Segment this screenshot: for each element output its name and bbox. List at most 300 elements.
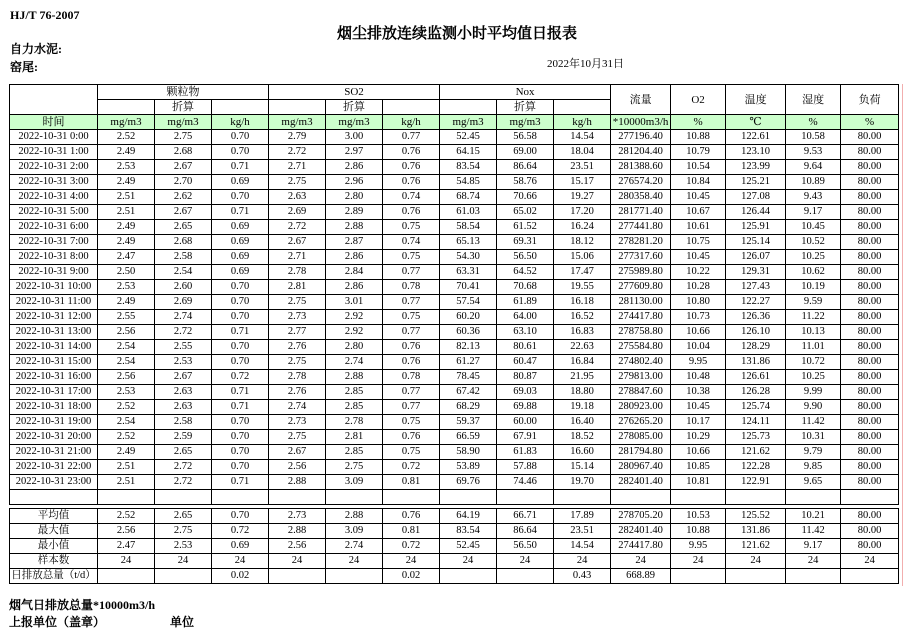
unit-cell: mg/m3 bbox=[269, 115, 326, 130]
summary-value-cell: 0.02 bbox=[212, 569, 269, 584]
value-cell: 0.69 bbox=[212, 175, 269, 190]
empty-cell bbox=[326, 490, 383, 505]
value-cell: 0.76 bbox=[383, 175, 440, 190]
value-cell: 10.45 bbox=[671, 250, 726, 265]
value-cell: 2.96 bbox=[326, 175, 383, 190]
value-cell: 2.75 bbox=[326, 460, 383, 475]
value-cell: 58.90 bbox=[440, 445, 497, 460]
value-cell: 277196.40 bbox=[611, 130, 671, 145]
value-cell: 19.18 bbox=[554, 400, 611, 415]
value-cell: 18.80 bbox=[554, 385, 611, 400]
summary-value-cell bbox=[786, 569, 841, 584]
value-cell: 127.08 bbox=[726, 190, 786, 205]
summary-value-cell: 131.86 bbox=[726, 524, 786, 539]
summary-value-cell: 0.81 bbox=[383, 524, 440, 539]
value-cell: 122.91 bbox=[726, 475, 786, 490]
table-row bbox=[10, 385, 899, 400]
value-cell: 0.70 bbox=[212, 460, 269, 475]
value-cell: 9.53 bbox=[786, 145, 841, 160]
value-cell: 63.10 bbox=[497, 325, 554, 340]
value-cell: 18.04 bbox=[554, 145, 611, 160]
value-cell: 2.60 bbox=[155, 280, 212, 295]
value-cell: 70.68 bbox=[497, 280, 554, 295]
col-load: 负荷 bbox=[841, 85, 899, 115]
value-cell: 2.79 bbox=[269, 130, 326, 145]
value-cell: 0.71 bbox=[212, 475, 269, 490]
summary-row bbox=[10, 539, 899, 554]
value-cell: 80.00 bbox=[841, 445, 899, 460]
value-cell: 80.00 bbox=[841, 130, 899, 145]
value-cell: 10.62 bbox=[786, 265, 841, 280]
value-cell: 2.67 bbox=[155, 205, 212, 220]
unit-cell: *10000m3/h bbox=[611, 115, 671, 130]
value-cell: 9.85 bbox=[786, 460, 841, 475]
value-cell: 0.70 bbox=[212, 145, 269, 160]
summary-label: 平均值 bbox=[10, 509, 98, 524]
value-cell: 278758.80 bbox=[611, 325, 671, 340]
value-cell: 123.10 bbox=[726, 145, 786, 160]
summary-value-cell: 668.89 bbox=[611, 569, 671, 584]
summary-row bbox=[10, 524, 899, 539]
value-cell: 16.52 bbox=[554, 310, 611, 325]
value-cell: 281130.00 bbox=[611, 295, 671, 310]
summary-value-cell: 9.17 bbox=[786, 539, 841, 554]
pm-sub-blank bbox=[98, 100, 155, 115]
value-cell: 2.68 bbox=[155, 145, 212, 160]
table-row bbox=[10, 295, 899, 310]
value-cell: 61.83 bbox=[497, 445, 554, 460]
value-cell: 2.75 bbox=[269, 295, 326, 310]
empty-cell bbox=[383, 490, 440, 505]
value-cell: 69.88 bbox=[497, 400, 554, 415]
so2-sub-blank2 bbox=[383, 100, 440, 115]
summary-value-cell: 2.88 bbox=[269, 524, 326, 539]
empty-cell bbox=[98, 490, 155, 505]
value-cell: 280923.00 bbox=[611, 400, 671, 415]
table-row bbox=[10, 220, 899, 235]
value-cell: 53.89 bbox=[440, 460, 497, 475]
value-cell: 0.70 bbox=[212, 280, 269, 295]
value-cell: 2.53 bbox=[98, 385, 155, 400]
summary-value-cell: 0.76 bbox=[383, 509, 440, 524]
value-cell: 0.77 bbox=[383, 130, 440, 145]
value-cell: 123.99 bbox=[726, 160, 786, 175]
table-row bbox=[10, 310, 899, 325]
time-cell: 2022-10-31 13:00 bbox=[10, 325, 98, 340]
table-row bbox=[10, 250, 899, 265]
nox-converted-label: 折算 bbox=[497, 100, 554, 115]
unit-cell: mg/m3 bbox=[497, 115, 554, 130]
value-cell: 23.51 bbox=[554, 160, 611, 175]
summary-value-cell: 24 bbox=[554, 554, 611, 569]
value-cell: 15.14 bbox=[554, 460, 611, 475]
value-cell: 10.79 bbox=[671, 145, 726, 160]
table-row bbox=[10, 370, 899, 385]
empty-cell bbox=[726, 490, 786, 505]
col-flow: 流量 bbox=[611, 85, 671, 115]
time-cell: 2022-10-31 21:00 bbox=[10, 445, 98, 460]
time-cell: 2022-10-31 19:00 bbox=[10, 415, 98, 430]
value-cell: 56.50 bbox=[497, 250, 554, 265]
value-cell: 280967.40 bbox=[611, 460, 671, 475]
value-cell: 275989.80 bbox=[611, 265, 671, 280]
value-cell: 10.25 bbox=[786, 250, 841, 265]
unit-cell: % bbox=[671, 115, 726, 130]
col-humidity: 湿度 bbox=[786, 85, 841, 115]
unit-cell: kg/h bbox=[383, 115, 440, 130]
value-cell: 126.10 bbox=[726, 325, 786, 340]
value-cell: 10.80 bbox=[671, 295, 726, 310]
value-cell: 2.85 bbox=[326, 400, 383, 415]
summary-value-cell: 2.75 bbox=[155, 524, 212, 539]
summary-value-cell: 24 bbox=[671, 554, 726, 569]
value-cell: 58.76 bbox=[497, 175, 554, 190]
time-cell: 2022-10-31 5:00 bbox=[10, 205, 98, 220]
value-cell: 9.99 bbox=[786, 385, 841, 400]
value-cell: 2.49 bbox=[98, 220, 155, 235]
value-cell: 70.41 bbox=[440, 280, 497, 295]
empty-cell bbox=[786, 490, 841, 505]
table-row bbox=[10, 340, 899, 355]
value-cell: 2.92 bbox=[326, 310, 383, 325]
unit-cell: mg/m3 bbox=[326, 115, 383, 130]
value-cell: 125.74 bbox=[726, 400, 786, 415]
value-cell: 0.78 bbox=[383, 370, 440, 385]
value-cell: 67.91 bbox=[497, 430, 554, 445]
summary-value-cell: 80.00 bbox=[841, 539, 899, 554]
time-cell: 2022-10-31 0:00 bbox=[10, 130, 98, 145]
value-cell: 16.84 bbox=[554, 355, 611, 370]
table-row bbox=[10, 145, 899, 160]
value-cell: 0.75 bbox=[383, 250, 440, 265]
header-row-units bbox=[10, 115, 899, 130]
time-cell: 2022-10-31 12:00 bbox=[10, 310, 98, 325]
value-cell: 54.85 bbox=[440, 175, 497, 190]
summary-value-cell: 24 bbox=[98, 554, 155, 569]
value-cell: 10.38 bbox=[671, 385, 726, 400]
value-cell: 80.00 bbox=[841, 220, 899, 235]
value-cell: 80.00 bbox=[841, 325, 899, 340]
value-cell: 83.54 bbox=[440, 160, 497, 175]
summary-value-cell: 17.89 bbox=[554, 509, 611, 524]
summary-value-cell: 80.00 bbox=[841, 524, 899, 539]
value-cell: 10.52 bbox=[786, 235, 841, 250]
value-cell: 67.42 bbox=[440, 385, 497, 400]
value-cell: 2.50 bbox=[98, 265, 155, 280]
pm-converted-label: 折算 bbox=[155, 100, 212, 115]
value-cell: 10.13 bbox=[786, 325, 841, 340]
unit-cell: % bbox=[841, 115, 899, 130]
value-cell: 280358.40 bbox=[611, 190, 671, 205]
value-cell: 126.07 bbox=[726, 250, 786, 265]
value-cell: 0.77 bbox=[383, 400, 440, 415]
value-cell: 80.00 bbox=[841, 460, 899, 475]
time-cell: 2022-10-31 11:00 bbox=[10, 295, 98, 310]
value-cell: 2.67 bbox=[269, 235, 326, 250]
value-cell: 11.22 bbox=[786, 310, 841, 325]
value-cell: 54.30 bbox=[440, 250, 497, 265]
summary-value-cell: 2.52 bbox=[98, 509, 155, 524]
value-cell: 2.67 bbox=[269, 445, 326, 460]
value-cell: 2.54 bbox=[98, 355, 155, 370]
value-cell: 2.76 bbox=[269, 385, 326, 400]
value-cell: 80.00 bbox=[841, 235, 899, 250]
summary-value-cell: 282401.40 bbox=[611, 524, 671, 539]
value-cell: 9.43 bbox=[786, 190, 841, 205]
value-cell: 2.85 bbox=[326, 385, 383, 400]
value-cell: 69.03 bbox=[497, 385, 554, 400]
value-cell: 80.00 bbox=[841, 145, 899, 160]
table-row bbox=[10, 205, 899, 220]
value-cell: 2.67 bbox=[155, 160, 212, 175]
time-cell: 2022-10-31 7:00 bbox=[10, 235, 98, 250]
summary-value-cell bbox=[497, 569, 554, 584]
summary-value-cell: 2.56 bbox=[269, 539, 326, 554]
value-cell: 2.49 bbox=[98, 295, 155, 310]
time-cell: 2022-10-31 18:00 bbox=[10, 400, 98, 415]
value-cell: 2.74 bbox=[155, 310, 212, 325]
value-cell: 2.63 bbox=[155, 400, 212, 415]
value-cell: 2.69 bbox=[269, 205, 326, 220]
summary-value-cell: 2.47 bbox=[98, 539, 155, 554]
value-cell: 9.17 bbox=[786, 205, 841, 220]
value-cell: 80.00 bbox=[841, 310, 899, 325]
value-cell: 19.70 bbox=[554, 475, 611, 490]
value-cell: 2.89 bbox=[326, 205, 383, 220]
value-cell: 2.86 bbox=[326, 250, 383, 265]
summary-value-cell: 2.88 bbox=[326, 509, 383, 524]
value-cell: 2.49 bbox=[98, 145, 155, 160]
value-cell: 0.70 bbox=[212, 295, 269, 310]
summary-value-cell: 24 bbox=[155, 554, 212, 569]
value-cell: 2.51 bbox=[98, 190, 155, 205]
summary-value-cell: 52.45 bbox=[440, 539, 497, 554]
table-row bbox=[10, 460, 899, 475]
value-cell: 279813.00 bbox=[611, 370, 671, 385]
time-cell: 2022-10-31 3:00 bbox=[10, 175, 98, 190]
value-cell: 10.58 bbox=[786, 130, 841, 145]
col-o2: O2 bbox=[671, 85, 726, 115]
value-cell: 126.44 bbox=[726, 205, 786, 220]
value-cell: 80.00 bbox=[841, 295, 899, 310]
value-cell: 0.72 bbox=[383, 460, 440, 475]
value-cell: 80.00 bbox=[841, 205, 899, 220]
empty-cell bbox=[10, 490, 98, 505]
value-cell: 16.24 bbox=[554, 220, 611, 235]
value-cell: 57.88 bbox=[497, 460, 554, 475]
value-cell: 122.27 bbox=[726, 295, 786, 310]
value-cell: 0.70 bbox=[212, 415, 269, 430]
value-cell: 10.85 bbox=[671, 460, 726, 475]
table-row bbox=[10, 325, 899, 340]
empty-cell bbox=[155, 490, 212, 505]
value-cell: 10.66 bbox=[671, 325, 726, 340]
value-cell: 10.29 bbox=[671, 430, 726, 445]
value-cell: 127.43 bbox=[726, 280, 786, 295]
standard-code: HJ/T 76-2007 bbox=[10, 8, 80, 22]
value-cell: 2.52 bbox=[98, 400, 155, 415]
value-cell: 0.70 bbox=[212, 430, 269, 445]
summary-value-cell: 0.02 bbox=[383, 569, 440, 584]
time-cell: 2022-10-31 15:00 bbox=[10, 355, 98, 370]
value-cell: 64.15 bbox=[440, 145, 497, 160]
summary-label: 日排放总量（t/d） bbox=[10, 569, 98, 584]
table-row bbox=[10, 415, 899, 430]
reporting-unit-label: 上报单位（盖章） bbox=[9, 615, 106, 629]
summary-value-cell: 0.70 bbox=[212, 509, 269, 524]
value-cell: 278085.00 bbox=[611, 430, 671, 445]
value-cell: 2.78 bbox=[326, 415, 383, 430]
value-cell: 68.74 bbox=[440, 190, 497, 205]
value-cell: 2.78 bbox=[269, 370, 326, 385]
value-cell: 16.83 bbox=[554, 325, 611, 340]
value-cell: 2.49 bbox=[98, 175, 155, 190]
empty-cell bbox=[269, 490, 326, 505]
summary-value-cell: 14.54 bbox=[554, 539, 611, 554]
value-cell: 0.75 bbox=[383, 415, 440, 430]
value-cell: 2.81 bbox=[269, 280, 326, 295]
value-cell: 2.72 bbox=[269, 220, 326, 235]
summary-value-cell: 24 bbox=[786, 554, 841, 569]
value-cell: 125.14 bbox=[726, 235, 786, 250]
value-cell: 2.76 bbox=[269, 340, 326, 355]
value-cell: 19.55 bbox=[554, 280, 611, 295]
value-cell: 10.28 bbox=[671, 280, 726, 295]
value-cell: 86.64 bbox=[497, 160, 554, 175]
empty-cell bbox=[841, 490, 899, 505]
nox-sub-blank2 bbox=[554, 100, 611, 115]
value-cell: 2.51 bbox=[98, 475, 155, 490]
value-cell: 10.04 bbox=[671, 340, 726, 355]
value-cell: 0.70 bbox=[212, 190, 269, 205]
table-row bbox=[10, 475, 899, 490]
value-cell: 2.52 bbox=[98, 130, 155, 145]
value-cell: 0.71 bbox=[212, 325, 269, 340]
time-cell: 2022-10-31 22:00 bbox=[10, 460, 98, 475]
value-cell: 64.52 bbox=[497, 265, 554, 280]
value-cell: 2.74 bbox=[326, 355, 383, 370]
summary-value-cell bbox=[841, 569, 899, 584]
value-cell: 2.81 bbox=[326, 430, 383, 445]
value-cell: 2.78 bbox=[269, 265, 326, 280]
value-cell: 2.47 bbox=[98, 250, 155, 265]
value-cell: 2.72 bbox=[269, 145, 326, 160]
value-cell: 74.46 bbox=[497, 475, 554, 490]
value-cell: 2.69 bbox=[155, 295, 212, 310]
value-cell: 80.00 bbox=[841, 280, 899, 295]
summary-value-cell: 23.51 bbox=[554, 524, 611, 539]
value-cell: 0.77 bbox=[383, 265, 440, 280]
value-cell: 10.54 bbox=[671, 160, 726, 175]
value-cell: 0.77 bbox=[383, 325, 440, 340]
value-cell: 0.75 bbox=[383, 310, 440, 325]
time-cell: 2022-10-31 16:00 bbox=[10, 370, 98, 385]
summary-value-cell: 24 bbox=[497, 554, 554, 569]
unit-cell: mg/m3 bbox=[440, 115, 497, 130]
value-cell: 80.00 bbox=[841, 400, 899, 415]
value-cell: 57.54 bbox=[440, 295, 497, 310]
table-row bbox=[10, 235, 899, 250]
value-cell: 70.66 bbox=[497, 190, 554, 205]
value-cell: 131.86 bbox=[726, 355, 786, 370]
summary-label: 最大值 bbox=[10, 524, 98, 539]
value-cell: 2.85 bbox=[326, 445, 383, 460]
table-row bbox=[10, 130, 899, 145]
value-cell: 19.27 bbox=[554, 190, 611, 205]
time-cell: 2022-10-31 20:00 bbox=[10, 430, 98, 445]
value-cell: 80.00 bbox=[841, 385, 899, 400]
value-cell: 2.87 bbox=[326, 235, 383, 250]
value-cell: 80.87 bbox=[497, 370, 554, 385]
value-cell: 129.31 bbox=[726, 265, 786, 280]
col-temperature: 温度 bbox=[726, 85, 786, 115]
value-cell: 9.79 bbox=[786, 445, 841, 460]
value-cell: 10.45 bbox=[671, 400, 726, 415]
value-cell: 3.09 bbox=[326, 475, 383, 490]
value-cell: 64.00 bbox=[497, 310, 554, 325]
value-cell: 3.00 bbox=[326, 130, 383, 145]
value-cell: 60.36 bbox=[440, 325, 497, 340]
value-cell: 276265.20 bbox=[611, 415, 671, 430]
value-cell: 80.00 bbox=[841, 190, 899, 205]
value-cell: 80.00 bbox=[841, 175, 899, 190]
value-cell: 2.58 bbox=[155, 250, 212, 265]
value-cell: 2.56 bbox=[98, 325, 155, 340]
value-cell: 10.45 bbox=[786, 220, 841, 235]
value-cell: 0.76 bbox=[383, 355, 440, 370]
value-cell: 11.01 bbox=[786, 340, 841, 355]
value-cell: 82.13 bbox=[440, 340, 497, 355]
nox-sub-blank bbox=[440, 100, 497, 115]
summary-value-cell: 10.53 bbox=[671, 509, 726, 524]
value-cell: 2.63 bbox=[155, 385, 212, 400]
value-cell: 61.89 bbox=[497, 295, 554, 310]
value-cell: 15.06 bbox=[554, 250, 611, 265]
monitoring-table bbox=[9, 84, 899, 584]
summary-value-cell: 278705.20 bbox=[611, 509, 671, 524]
value-cell: 2.75 bbox=[155, 130, 212, 145]
value-cell: 80.00 bbox=[841, 415, 899, 430]
time-cell: 2022-10-31 10:00 bbox=[10, 280, 98, 295]
empty-cell bbox=[554, 490, 611, 505]
value-cell: 0.70 bbox=[212, 310, 269, 325]
table-row bbox=[10, 445, 899, 460]
value-cell: 274802.40 bbox=[611, 355, 671, 370]
value-cell: 276574.20 bbox=[611, 175, 671, 190]
value-cell: 2.54 bbox=[155, 265, 212, 280]
empty-cell bbox=[497, 490, 554, 505]
unit-cell: mg/m3 bbox=[98, 115, 155, 130]
value-cell: 0.78 bbox=[383, 280, 440, 295]
table-row bbox=[10, 175, 899, 190]
value-cell: 2.56 bbox=[98, 370, 155, 385]
summary-value-cell: 2.74 bbox=[326, 539, 383, 554]
value-cell: 2.75 bbox=[269, 175, 326, 190]
summary-value-cell: 125.52 bbox=[726, 509, 786, 524]
value-cell: 60.47 bbox=[497, 355, 554, 370]
value-cell: 2.49 bbox=[98, 445, 155, 460]
value-cell: 126.36 bbox=[726, 310, 786, 325]
value-cell: 10.45 bbox=[671, 190, 726, 205]
value-cell: 3.01 bbox=[326, 295, 383, 310]
table-row bbox=[10, 190, 899, 205]
value-cell: 2.55 bbox=[155, 340, 212, 355]
value-cell: 52.45 bbox=[440, 130, 497, 145]
page-break-line bbox=[902, 84, 903, 586]
summary-value-cell bbox=[671, 569, 726, 584]
value-cell: 2.53 bbox=[155, 355, 212, 370]
empty-cell bbox=[671, 490, 726, 505]
